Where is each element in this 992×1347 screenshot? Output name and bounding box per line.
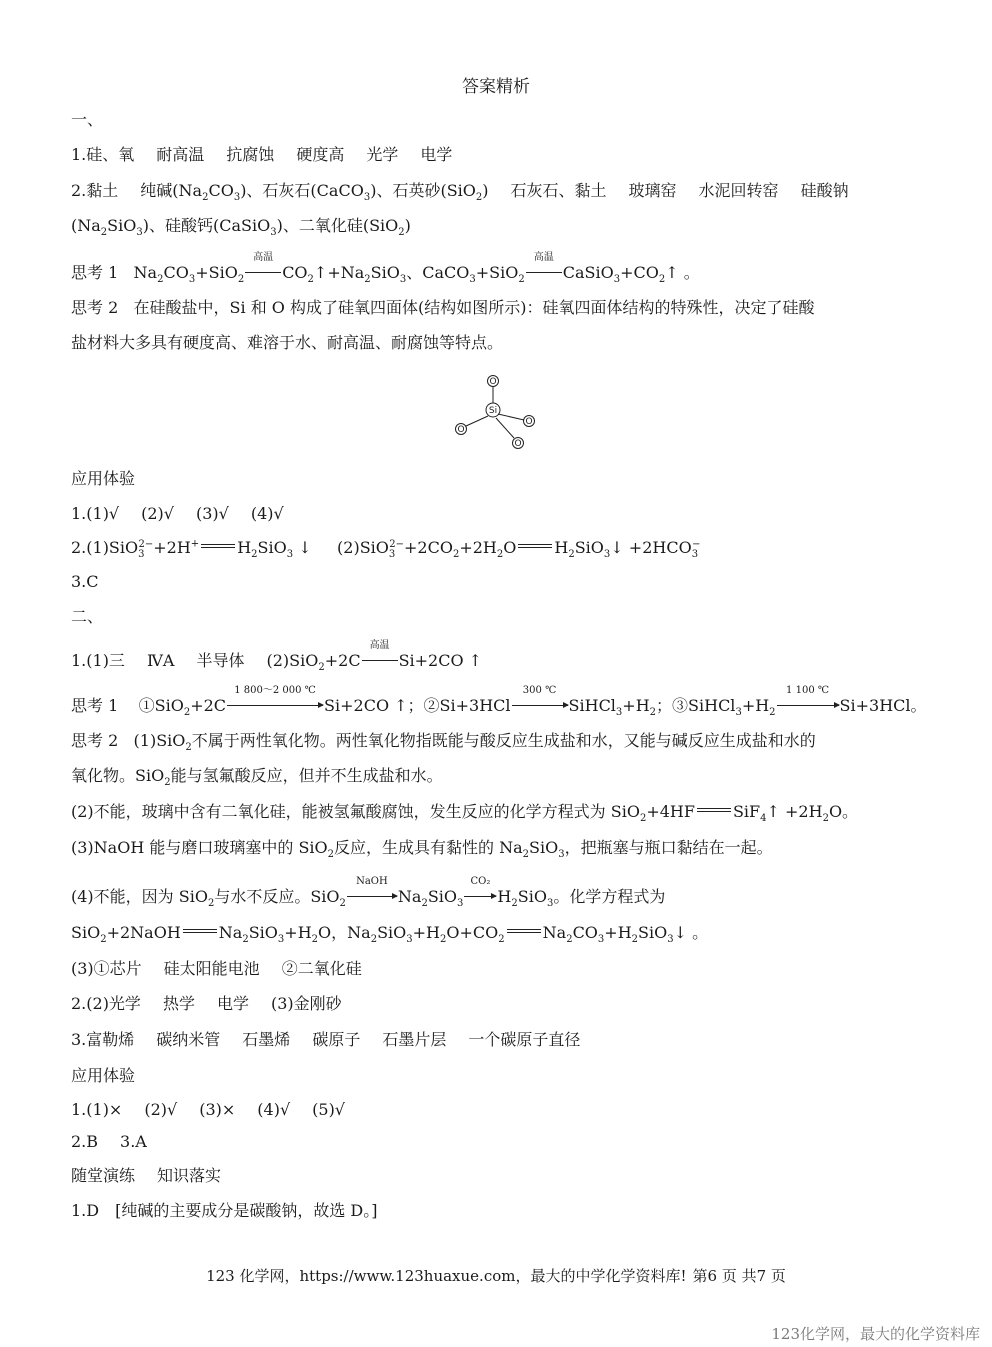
ans-item: 石灰石、黏土 [510, 181, 607, 200]
reaction-condition: CO₂ [464, 886, 496, 908]
application-2-answers-2 [71, 1131, 147, 1153]
application-heading-2: 应用体验 [71, 1066, 136, 1085]
application-heading: 应用体验 [71, 469, 136, 488]
ans-item: (2)√ [141, 504, 174, 523]
think-label: 思考 1 [71, 696, 119, 715]
section-two-heading: 二、 [71, 607, 104, 626]
application-2-answers [71, 1099, 345, 1121]
footer-site-text: 123 化学网，https://www.123huaxue.com，最大的中学化学资料库! [206, 1267, 687, 1285]
section-one-heading: 一、 [71, 110, 104, 129]
ans-item: 2.黏土 [71, 181, 119, 200]
ans-item: 纯碱$(Na_2CO_3)$、石灰石(CaCO$_3$)、石英砂(SiO$_2$) [140, 181, 489, 204]
ans-item: (2)√ [144, 1100, 178, 1119]
ans-item: 一个碳原子直径 [468, 1030, 581, 1049]
answer-1-line [71, 144, 452, 166]
ans-item: 1.(1)× [71, 1100, 123, 1119]
paragraph-4: (4)不能，因为 SiO$_2$与水不反应。SiO$_2$ NaOH $Na_2SiO_3$ CO₂ $H_2SiO_3$。化学方程式为 [71, 876, 666, 910]
ans-item: 石墨烯 [242, 1030, 291, 1049]
ans-item: 碳原子 [312, 1030, 361, 1049]
think-label: 思考 1 [71, 263, 119, 282]
paragraph-8 [71, 1029, 580, 1051]
ans-item: 硬度高 [296, 145, 345, 164]
ans-item: 硅酸钠 [800, 181, 849, 200]
practice-answer-1: 1.D [纯碱的主要成分是碳酸钠，故选 D。] [71, 1201, 378, 1220]
ans-item: 热学 [162, 994, 195, 1013]
paragraph-2: (2)不能，玻璃中含有二氧化硅，能被氢氟酸腐蚀，发生反应的化学方程式为 SiO$_2$+4HF SiF$_4$↑ $+2H_2O$。 [71, 802, 859, 825]
reaction-condition: 高温 [362, 650, 398, 672]
silicon-atom: Si [488, 406, 498, 416]
ans-item: 2.B [71, 1132, 99, 1151]
reaction-condition: 300 ℃ [512, 695, 568, 717]
ans-item: 耐高温 [156, 145, 205, 164]
paragraph-7 [71, 993, 342, 1015]
page-footer [0, 1265, 992, 1286]
practice-heading-part: 随堂演练 [71, 1166, 136, 1185]
s2-think-2-line-1: 思考 2 (1)SiO$_2$不属于两性氧化物。两性氧化物指既能与酸反应生成盐和水，又能与碱反应生成盐和水的 [71, 731, 816, 754]
answer-2-continuation: $(Na_2SiO_3)$、硅酸钙(CaSiO$_3$)、二氧化硅(SiO$_2$) [71, 216, 411, 239]
reaction-condition: 高温 [526, 262, 562, 284]
think-2-line-1: 思考 2 在硅酸盐中，Si 和 O 构成了硅氧四面体(结构如图所示)：硅氧四面体结构的特殊性，决定了硅酸 [71, 298, 815, 317]
ans-item: 玻璃窑 [628, 181, 677, 200]
application-3-answer: 3.C [71, 572, 99, 591]
ans-item: 1.硅、氧 [71, 145, 135, 164]
s2-answer-1: 1.(1)三 ⅣA 半导体 (2)SiO$_2$+2C 高温 Si+2CO ↑ [71, 640, 483, 674]
paragraph-6 [71, 958, 362, 980]
reaction-condition: 1 800～2 000 ℃ [227, 695, 323, 717]
ans-item: 3.富勒烯 [71, 1030, 135, 1049]
application-2-equations: 2.(1)SiO$_3^{2-}$+2H+ $H_2SiO_3$ ↓ $(2)SiO_3^{2-}+2CO_2+2H_2O$ $H_2SiO_3↓ +2HCO_3^-$ [71, 538, 701, 561]
practice-heading [71, 1165, 221, 1187]
ans-item: (4)√ [257, 1100, 291, 1119]
ans-item: (3)①芯片 [71, 959, 142, 978]
practice-heading-part: 知识落实 [157, 1166, 222, 1185]
ans-item: (3)√ [195, 504, 229, 523]
ans-item: 2.(2)光学 [71, 994, 141, 1013]
page-title: 答案精析 [462, 77, 530, 97]
ans-item: 光学 [366, 145, 399, 164]
oxygen-atom-right: O [525, 417, 533, 427]
oxygen-atom-bottom: O [514, 439, 522, 449]
ans-item: 石墨片层 [382, 1030, 447, 1049]
s2-think-1: 思考 1 ①SiO$_2$+2C 1 800～2 000 ℃ Si+2CO ↑；②Si+3HCl 300 ℃ $SiHCl_3+H_2$；$③SiHCl_3+H_2$ 1 100 ℃ Si+3HCl。 [71, 685, 927, 719]
ans-item: 碳纳米管 [156, 1030, 221, 1049]
ans-item: 硅太阳能电池 [163, 959, 260, 978]
paragraph-3: (3)NaOH 能与磨口玻璃塞中的 SiO$_2$反应，生成具有黏性的 $Na_2SiO_3$，把瓶塞与瓶口黏结在一起。 [71, 838, 773, 861]
ans-item: 水泥回转窑 [698, 181, 779, 200]
s2-think-2-line-2: 氧化物。SiO$_2$能与氢氟酸反应，但并不生成盐和水。 [71, 766, 443, 789]
think-label: 思考 2 [71, 731, 119, 750]
ans-item: (3)金刚砂 [270, 994, 342, 1013]
ans-item: 1.(1)√ [71, 504, 120, 523]
ans-item: 3.A [120, 1132, 147, 1151]
reaction-condition: 1 100 ℃ [777, 695, 839, 717]
ans-item: (5)√ [312, 1100, 345, 1119]
reaction-condition: 高温 [245, 262, 281, 284]
answer-2-line [71, 180, 849, 202]
ans-item: (3)× [199, 1100, 236, 1119]
reaction-condition: NaOH [347, 886, 397, 908]
watermark: 123化学网，最大的化学资料库 [771, 1325, 980, 1343]
ans-item: ②二氧化硅 [281, 959, 362, 978]
think-1-equations: 思考 1 $Na_2CO_3+SiO_2$ 高温 $CO_2↑+Na_2SiO_3$、CaCO$_3$+SiO$_2$ 高温 $CaSiO_3+CO_2↑$ 。 [71, 252, 700, 286]
application-1-answers [71, 503, 284, 525]
oxygen-atom-left: O [457, 425, 465, 435]
ans-item: 抗腐蚀 [226, 145, 275, 164]
ans-item: 电学 [420, 145, 453, 164]
think-2-line-2: 盐材料大多具有硬度高、难溶于水、耐高温、耐腐蚀等特点。 [71, 333, 504, 352]
ans-item: (4)√ [250, 504, 284, 523]
oxygen-atom-top: O [489, 377, 497, 387]
think-label: 思考 2 [71, 298, 119, 317]
footer-page-number: 第6 页 共7 页 [692, 1267, 786, 1285]
ans-item: 电学 [216, 994, 249, 1013]
paragraph-5-equations: SiO$_2$+2NaOH $Na_2SiO_3+H_2O$，$Na_2SiO_3+H_2O+CO_2$ $Na_2CO_3+H_2SiO_3↓$ 。 [71, 923, 709, 946]
silicon-oxygen-tetrahedron-diagram [448, 370, 544, 458]
